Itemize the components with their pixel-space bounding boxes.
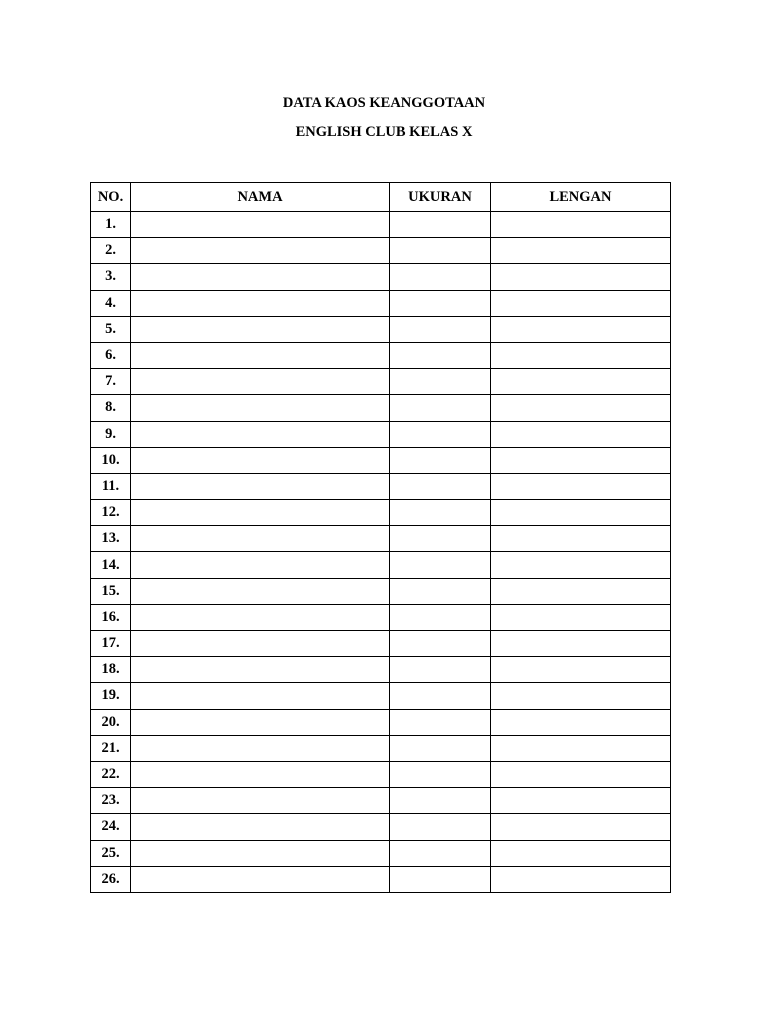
table-row bbox=[91, 316, 671, 342]
size-cell bbox=[390, 761, 491, 787]
size-cell bbox=[390, 840, 491, 866]
row-number-cell: 24. bbox=[91, 814, 131, 840]
name-cell bbox=[131, 683, 390, 709]
table-row bbox=[91, 500, 671, 526]
table-row bbox=[91, 814, 671, 840]
size-cell bbox=[390, 578, 491, 604]
name-cell bbox=[131, 447, 390, 473]
sleeve-cell bbox=[491, 342, 671, 368]
name-cell bbox=[131, 814, 390, 840]
table-row bbox=[91, 761, 671, 787]
row-number-cell: 3. bbox=[91, 264, 131, 290]
sleeve-cell bbox=[491, 238, 671, 264]
table-row bbox=[91, 657, 671, 683]
sleeve-cell bbox=[491, 500, 671, 526]
sleeve-cell bbox=[491, 526, 671, 552]
name-cell bbox=[131, 290, 390, 316]
name-cell bbox=[131, 866, 390, 892]
table-row bbox=[91, 342, 671, 368]
name-cell bbox=[131, 761, 390, 787]
size-cell bbox=[390, 866, 491, 892]
row-number-cell: 23. bbox=[91, 788, 131, 814]
sleeve-cell bbox=[491, 735, 671, 761]
table-row bbox=[91, 683, 671, 709]
name-cell bbox=[131, 788, 390, 814]
size-cell bbox=[390, 604, 491, 630]
name-cell bbox=[131, 264, 390, 290]
table-row bbox=[91, 369, 671, 395]
header-nama: NAMA bbox=[131, 183, 390, 212]
row-number-cell: 14. bbox=[91, 552, 131, 578]
table-row bbox=[91, 421, 671, 447]
table-row bbox=[91, 212, 671, 238]
sleeve-cell bbox=[491, 709, 671, 735]
size-cell bbox=[390, 369, 491, 395]
row-number-cell: 9. bbox=[91, 421, 131, 447]
table-row bbox=[91, 526, 671, 552]
row-number-cell: 16. bbox=[91, 604, 131, 630]
size-cell bbox=[390, 342, 491, 368]
name-cell bbox=[131, 238, 390, 264]
table-row bbox=[91, 473, 671, 499]
sleeve-cell bbox=[491, 447, 671, 473]
size-cell bbox=[390, 709, 491, 735]
table-row bbox=[91, 290, 671, 316]
table-row bbox=[91, 552, 671, 578]
sleeve-cell bbox=[491, 788, 671, 814]
size-cell bbox=[390, 657, 491, 683]
table-row bbox=[91, 264, 671, 290]
name-cell bbox=[131, 578, 390, 604]
name-cell bbox=[131, 526, 390, 552]
name-cell bbox=[131, 212, 390, 238]
size-cell bbox=[390, 421, 491, 447]
table-row bbox=[91, 631, 671, 657]
row-number-cell: 4. bbox=[91, 290, 131, 316]
size-cell bbox=[390, 683, 491, 709]
row-number-cell: 8. bbox=[91, 395, 131, 421]
sleeve-cell bbox=[491, 683, 671, 709]
membership-shirt-table bbox=[90, 182, 671, 893]
header-lengan: LENGAN bbox=[491, 183, 671, 212]
row-number-cell: 15. bbox=[91, 578, 131, 604]
size-cell bbox=[390, 316, 491, 342]
name-cell bbox=[131, 395, 390, 421]
row-number-cell: 17. bbox=[91, 631, 131, 657]
row-number-cell: 12. bbox=[91, 500, 131, 526]
row-number-cell: 25. bbox=[91, 840, 131, 866]
size-cell bbox=[390, 552, 491, 578]
row-number-cell: 1. bbox=[91, 212, 131, 238]
row-number-cell: 6. bbox=[91, 342, 131, 368]
row-number-cell: 7. bbox=[91, 369, 131, 395]
sleeve-cell bbox=[491, 290, 671, 316]
size-cell bbox=[390, 631, 491, 657]
size-cell bbox=[390, 212, 491, 238]
sleeve-cell bbox=[491, 761, 671, 787]
row-number-cell: 21. bbox=[91, 735, 131, 761]
header-ukuran: UKURAN bbox=[390, 183, 491, 212]
size-cell bbox=[390, 473, 491, 499]
sleeve-cell bbox=[491, 840, 671, 866]
name-cell bbox=[131, 709, 390, 735]
name-cell bbox=[131, 473, 390, 499]
sleeve-cell bbox=[491, 395, 671, 421]
size-cell bbox=[390, 447, 491, 473]
name-cell bbox=[131, 369, 390, 395]
row-number-cell: 10. bbox=[91, 447, 131, 473]
table-body bbox=[91, 212, 671, 893]
row-number-cell: 2. bbox=[91, 238, 131, 264]
header-no: NO. bbox=[91, 183, 131, 212]
size-cell bbox=[390, 735, 491, 761]
table-row bbox=[91, 735, 671, 761]
row-number-cell: 19. bbox=[91, 683, 131, 709]
table-row bbox=[91, 238, 671, 264]
table-row bbox=[91, 709, 671, 735]
row-number-cell: 26. bbox=[91, 866, 131, 892]
name-cell bbox=[131, 657, 390, 683]
sleeve-cell bbox=[491, 578, 671, 604]
table-row bbox=[91, 604, 671, 630]
sleeve-cell bbox=[491, 421, 671, 447]
size-cell bbox=[390, 788, 491, 814]
name-cell bbox=[131, 604, 390, 630]
name-cell bbox=[131, 500, 390, 526]
sleeve-cell bbox=[491, 473, 671, 499]
name-cell bbox=[131, 735, 390, 761]
row-number-cell: 18. bbox=[91, 657, 131, 683]
row-number-cell: 11. bbox=[91, 473, 131, 499]
size-cell bbox=[390, 290, 491, 316]
sleeve-cell bbox=[491, 552, 671, 578]
sleeve-cell bbox=[491, 316, 671, 342]
name-cell bbox=[131, 840, 390, 866]
name-cell bbox=[131, 421, 390, 447]
table-row bbox=[91, 788, 671, 814]
size-cell bbox=[390, 526, 491, 552]
table-row bbox=[91, 840, 671, 866]
row-number-cell: 13. bbox=[91, 526, 131, 552]
table-row bbox=[91, 447, 671, 473]
name-cell bbox=[131, 552, 390, 578]
row-number-cell: 20. bbox=[91, 709, 131, 735]
name-cell bbox=[131, 316, 390, 342]
sleeve-cell bbox=[491, 814, 671, 840]
sleeve-cell bbox=[491, 631, 671, 657]
document-subtitle: ENGLISH CLUB KELAS X bbox=[295, 124, 473, 140]
size-cell bbox=[390, 238, 491, 264]
sleeve-cell bbox=[491, 212, 671, 238]
size-cell bbox=[390, 264, 491, 290]
name-cell bbox=[131, 342, 390, 368]
sleeve-cell bbox=[491, 369, 671, 395]
row-number-cell: 5. bbox=[91, 316, 131, 342]
table-row bbox=[91, 866, 671, 892]
table-row bbox=[91, 578, 671, 604]
sleeve-cell bbox=[491, 604, 671, 630]
sleeve-cell bbox=[491, 264, 671, 290]
size-cell bbox=[390, 814, 491, 840]
sleeve-cell bbox=[491, 866, 671, 892]
table-row bbox=[91, 395, 671, 421]
row-number-cell: 22. bbox=[91, 761, 131, 787]
size-cell bbox=[390, 500, 491, 526]
document-title: DATA KAOS KEANGGOTAAN bbox=[282, 95, 486, 111]
size-cell bbox=[390, 395, 491, 421]
table-header-row bbox=[91, 183, 671, 212]
name-cell bbox=[131, 631, 390, 657]
sleeve-cell bbox=[491, 657, 671, 683]
